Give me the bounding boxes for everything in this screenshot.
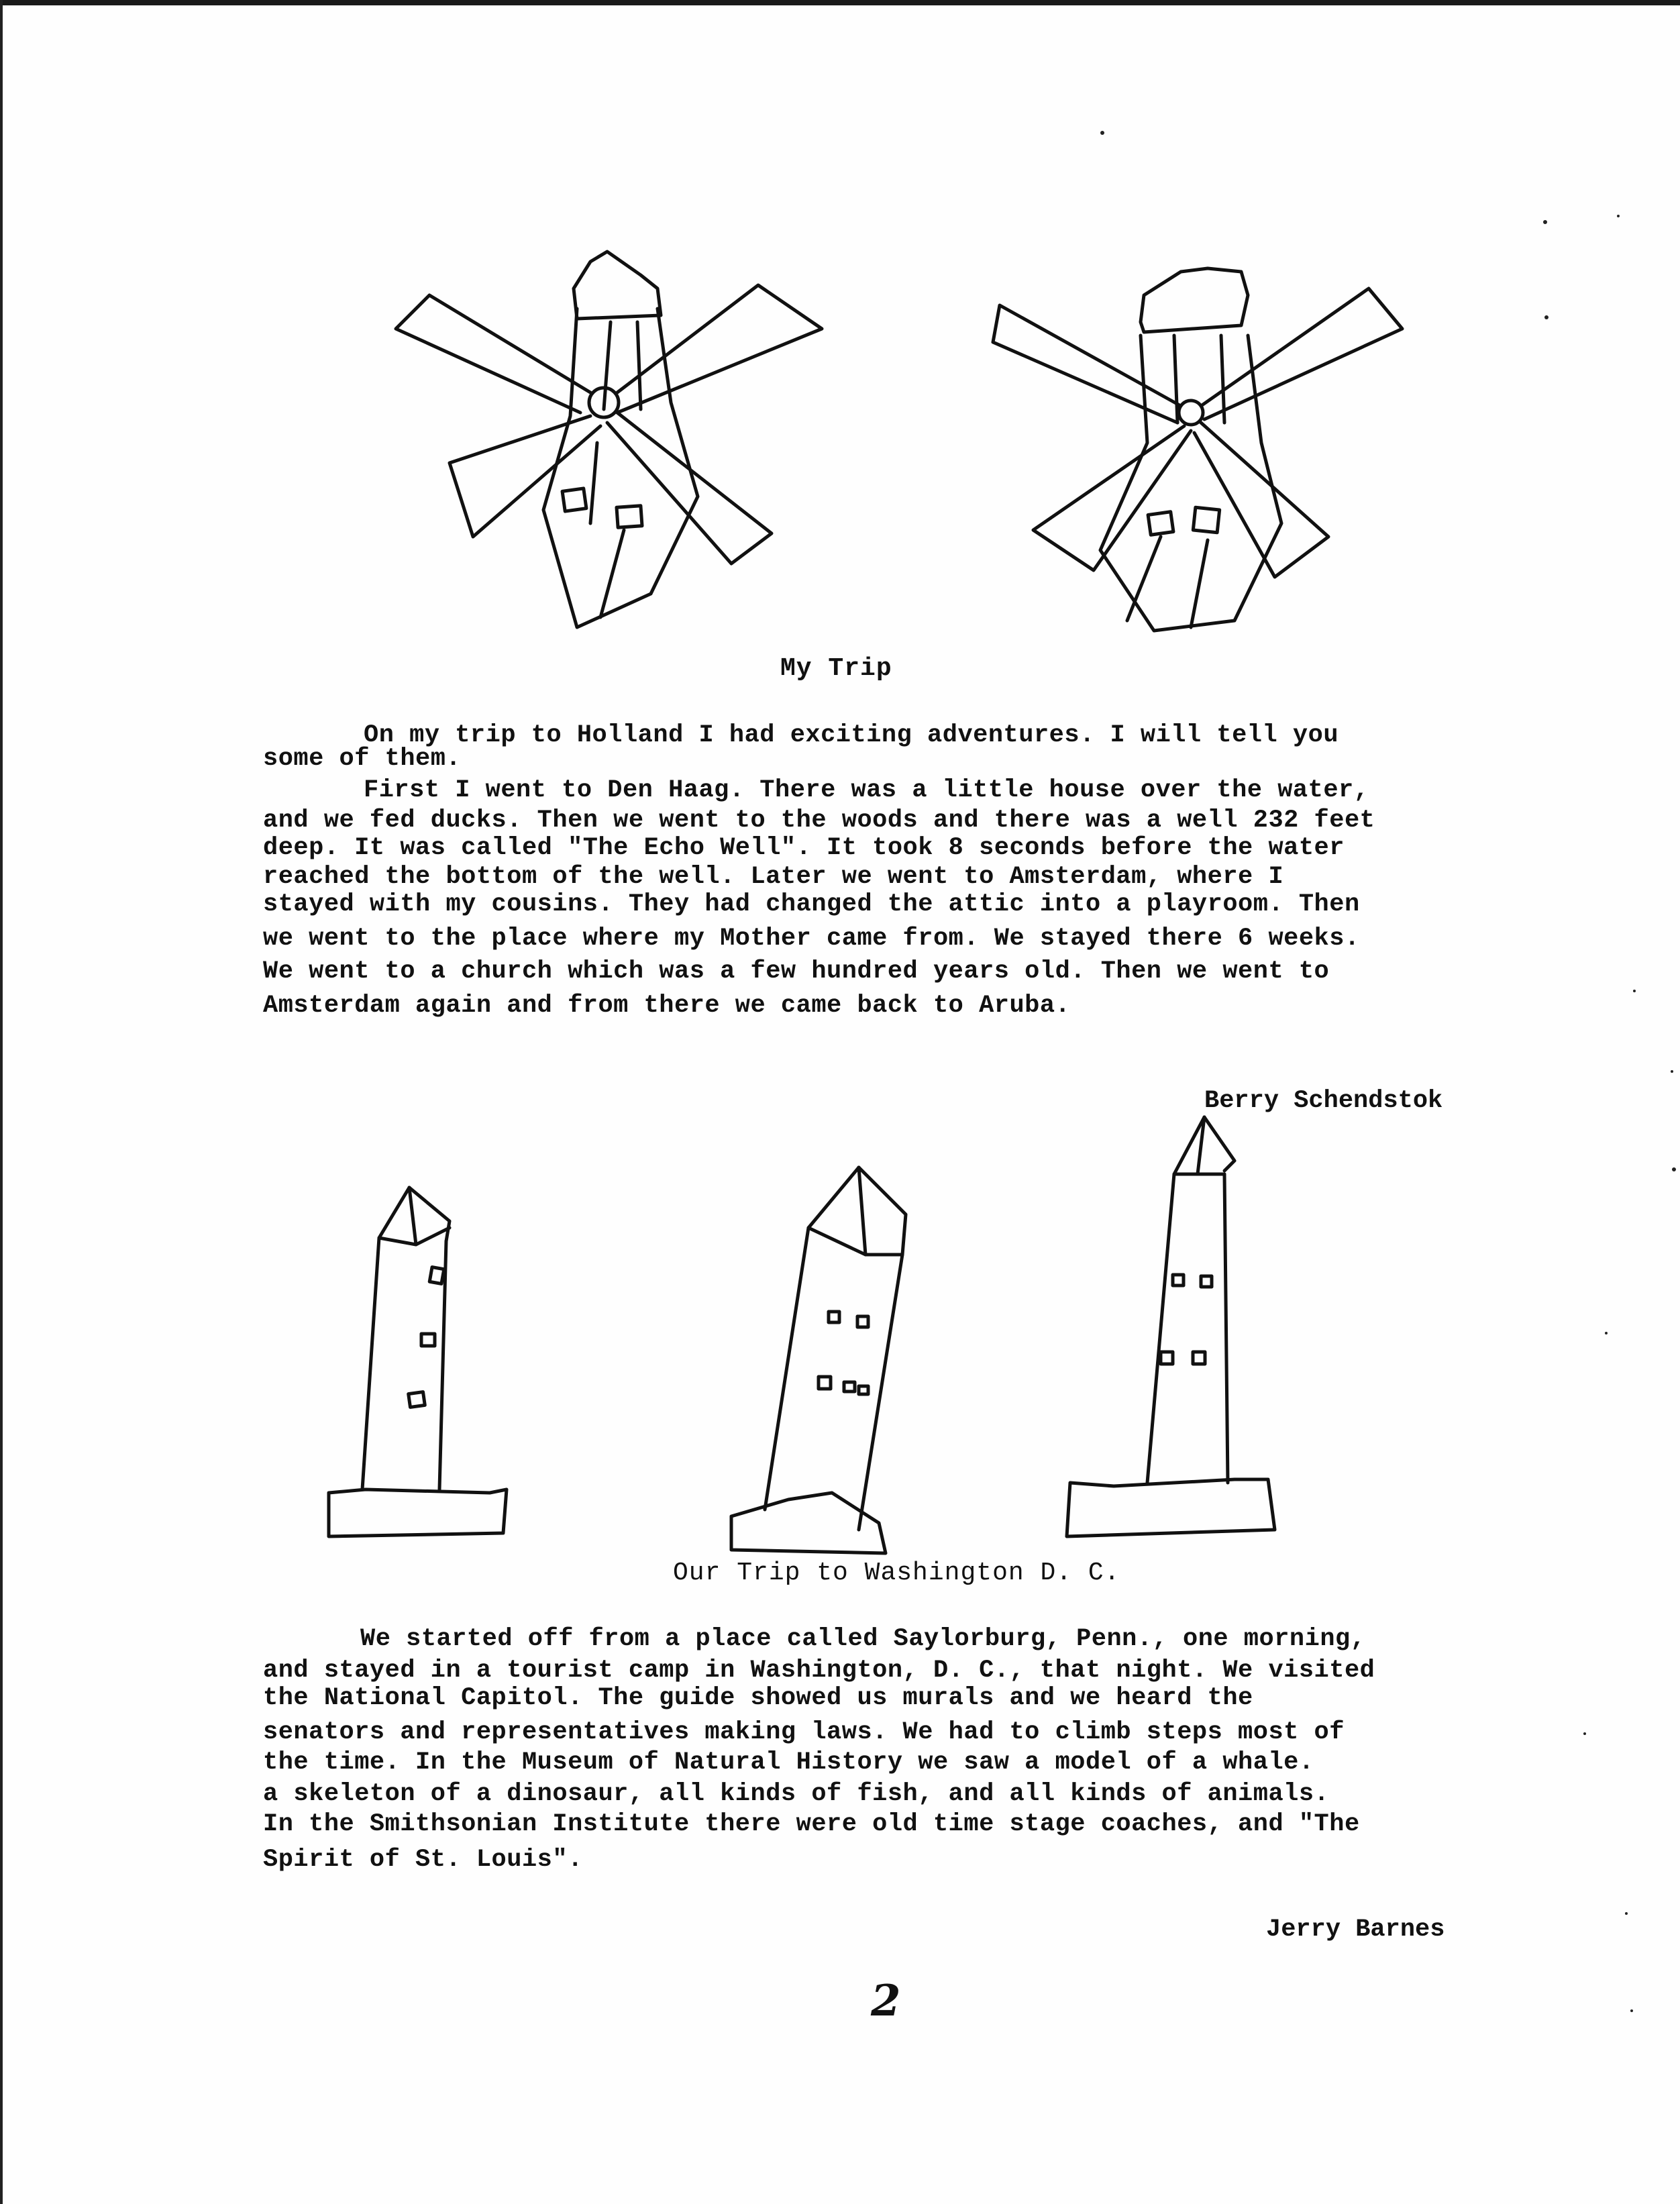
scan-speck bbox=[1671, 1070, 1673, 1073]
story-2-body bbox=[263, 1627, 1538, 1879]
story-1-line: First I went to Den Haag. There was a little house over the water, bbox=[364, 776, 1369, 804]
story-2-line: a skeleton of a dinosaur, all kinds of fish, and all kinds of animals. bbox=[263, 1780, 1330, 1808]
scan-speck bbox=[1633, 990, 1636, 992]
scan-speck bbox=[1605, 1332, 1608, 1334]
story-1-line: deep. It was called "The Echo Well". It took 8 seconds before the water bbox=[263, 834, 1345, 862]
story-1-body bbox=[263, 723, 1538, 1025]
scan-speck bbox=[1100, 131, 1104, 135]
story-1-line: and we fed ducks. Then we went to the woods and there was a well 232 feet bbox=[263, 806, 1375, 835]
story-1-line: On my trip to Holland I had exciting adventures. I will tell you bbox=[364, 721, 1339, 749]
scan-speck bbox=[1617, 215, 1620, 217]
story-2-line: We started off from a place called Saylorburg, Penn., one morning, bbox=[360, 1625, 1366, 1653]
story-1-line: Amsterdam again and from there we came back to Aruba. bbox=[263, 992, 1071, 1020]
story-1-line: stayed with my cousins. They had changed the attic into a playroom. Then bbox=[263, 890, 1360, 919]
scan-left-edge bbox=[0, 0, 3, 2204]
story-1-line: we went to the place where my Mother came from. We stayed there 6 weeks. bbox=[263, 925, 1360, 953]
monument-drawing-middle bbox=[725, 1161, 933, 1557]
monument-drawing-left bbox=[315, 1167, 517, 1543]
page-number: 2 bbox=[871, 1976, 901, 2026]
story-1-line: reached the bottom of the well. Later we went to Amsterdam, where I bbox=[263, 863, 1284, 891]
story-2-line: Spirit of St. Louis". bbox=[263, 1846, 583, 1874]
story-1-title: My Trip bbox=[780, 654, 892, 683]
story-2-line: senators and representatives making laws. We had to climb steps most of bbox=[263, 1718, 1345, 1746]
story-1-author: Berry Schendstok bbox=[1204, 1087, 1443, 1115]
windmill-drawing-right bbox=[993, 255, 1422, 644]
scan-speck bbox=[1544, 315, 1548, 319]
story-2-line: the time. In the Museum of Natural History we saw a model of a whale. bbox=[263, 1748, 1314, 1777]
scan-speck bbox=[1672, 1167, 1676, 1171]
windmill-drawing-left bbox=[376, 242, 845, 644]
story-1-line: some of them. bbox=[263, 745, 462, 773]
story-2-line: In the Smithsonian Institute there were old time stage coaches, and "The bbox=[263, 1810, 1360, 1838]
scan-speck bbox=[1543, 220, 1547, 224]
monument-drawing-right bbox=[1060, 1107, 1288, 1543]
scan-top-edge bbox=[0, 0, 1680, 5]
story-2-line: the National Capitol. The guide showed us murals and we heard the bbox=[263, 1684, 1253, 1712]
scan-speck bbox=[1583, 1732, 1586, 1735]
story-2-line: and stayed in a tourist camp in Washington, D. C., that night. We visited bbox=[263, 1657, 1375, 1685]
scan-speck bbox=[1630, 2009, 1633, 2012]
story-1-line: We went to a church which was a few hundred years old. Then we went to bbox=[263, 957, 1330, 986]
story-2-author: Jerry Barnes bbox=[1266, 1916, 1445, 1944]
story-2-title: Our Trip to Washington D. C. bbox=[673, 1559, 1120, 1587]
scan-speck bbox=[1625, 1912, 1628, 1915]
